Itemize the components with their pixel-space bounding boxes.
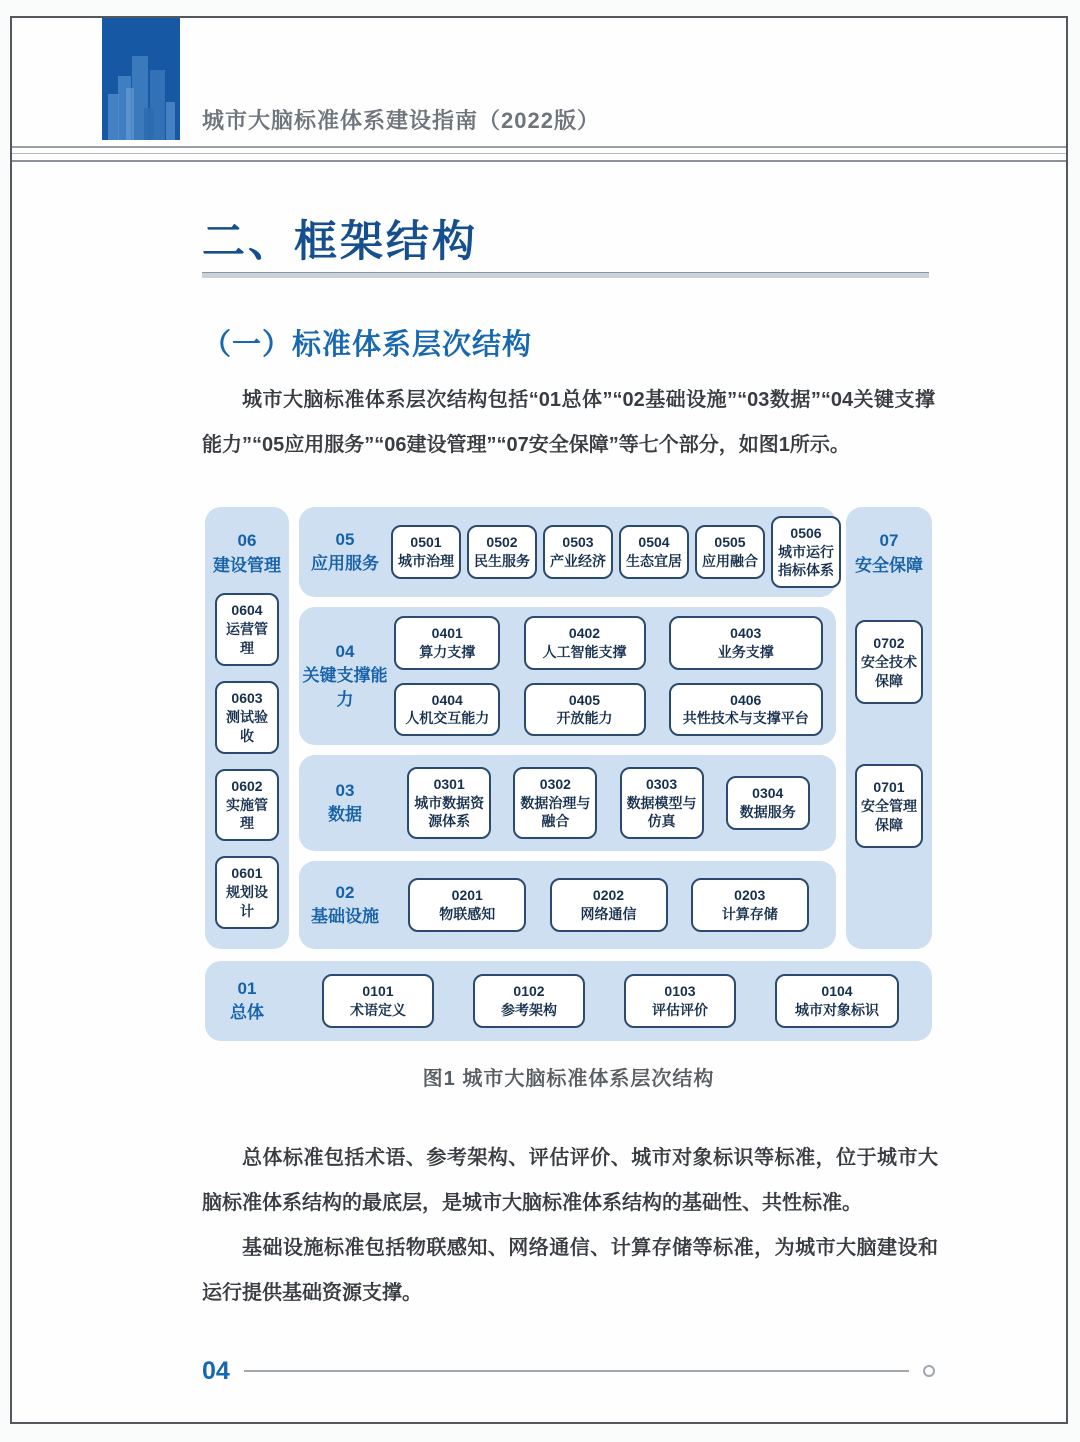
std-name: 安全管理保障 (861, 797, 917, 833)
std-box-0502 (467, 525, 537, 579)
std-box-0301 (407, 767, 491, 840)
std-code: 0101 (362, 983, 394, 1000)
row-05-name: 应用服务 (311, 554, 379, 573)
std-box-0601 (215, 856, 279, 929)
column-07-security-assurance (846, 507, 932, 949)
paragraph-overall-standards: 总体标准包括术语、参考架构、评估评价、城市对象标识等标准，位于城市大脑标准体系结构的最底层，是城市大脑标准体系结构的基础性、共性标准。 (202, 1147, 938, 1214)
row-02-name: 基础设施 (311, 907, 379, 926)
row-04-boxes (391, 616, 826, 737)
std-box-0202 (550, 878, 668, 932)
section-title: 二、框架结构 (202, 218, 478, 266)
std-name: 规划设计 (226, 884, 268, 920)
row-02-label (299, 881, 391, 929)
section-title-rule (202, 272, 929, 278)
hierarchy-diagram (205, 507, 932, 1041)
std-code: 0405 (568, 691, 601, 708)
std-name: 数据模型与仿真 (626, 794, 697, 830)
std-name: 产业经济 (550, 552, 606, 569)
row-03-boxes (391, 767, 826, 840)
column-07-code: 07 (879, 531, 899, 550)
body-text (202, 1136, 938, 1316)
std-box-0101 (322, 974, 434, 1028)
std-code: 0601 (231, 865, 263, 882)
row-01-boxes (289, 974, 932, 1028)
page-footer (202, 1356, 935, 1386)
std-name: 城市治理 (398, 552, 454, 569)
column-07-name: 安全保障 (855, 555, 923, 575)
column-07-label (855, 529, 923, 578)
row-04-name: 关键支撑能力 (302, 666, 388, 709)
std-name: 生态宜居 (626, 552, 682, 569)
std-code: 0604 (231, 602, 263, 619)
std-name: 民生服务 (474, 552, 530, 569)
std-code: 0402 (568, 624, 601, 641)
column-06-code: 06 (237, 531, 257, 550)
row-02-infrastructure (299, 861, 836, 949)
row-01-code: 01 (237, 979, 257, 999)
std-box-0104 (775, 974, 899, 1028)
std-code: 0504 (638, 534, 670, 551)
std-box-0201 (408, 878, 526, 932)
std-name: 参考架构 (501, 1002, 557, 1018)
row-05-label (299, 528, 391, 576)
std-name: 人工智能支撑 (542, 643, 627, 660)
std-box-0501 (391, 525, 461, 579)
std-box-0405 (524, 683, 646, 737)
row-03-label (299, 779, 391, 827)
std-box-0406 (669, 683, 823, 737)
std-name: 测试验收 (226, 708, 268, 744)
std-name: 术语定义 (350, 1002, 406, 1018)
std-name: 安全技术保障 (861, 653, 917, 689)
std-code: 0403 (730, 624, 762, 641)
std-name: 数据服务 (739, 803, 796, 820)
std-code: 0602 (231, 777, 263, 794)
intro-paragraph: 城市大脑标准体系层次结构包括“01总体”“02基础设施”“03数据”“04关键支撑能力”“05应用服务”“06建设管理”“07安全保障”等七个部分，如图1所示。 (202, 389, 935, 456)
std-name: 开放能力 (556, 710, 613, 727)
header-rule-middle (12, 153, 1066, 154)
std-code: 0501 (410, 534, 442, 551)
std-box-0701 (855, 764, 923, 848)
std-code: 0702 (873, 634, 905, 651)
std-box-0404 (394, 683, 500, 737)
row-03-code: 03 (335, 781, 355, 801)
std-box-0403 (669, 616, 823, 670)
std-name: 物联感知 (439, 906, 496, 922)
city-buildings-icon (102, 18, 180, 140)
std-box-0302 (513, 767, 597, 840)
row-04-key-support-capability (299, 607, 836, 745)
std-code: 0302 (539, 775, 571, 792)
row-02-code: 02 (335, 883, 355, 903)
std-box-0603 (215, 681, 279, 754)
std-name: 共性技术与支撑平台 (682, 710, 809, 727)
std-code: 0506 (790, 524, 822, 541)
city-skyline-graphic (102, 18, 180, 140)
std-name: 运营管理 (226, 621, 268, 657)
document-title: 城市大脑标准体系建设指南（2022版） (202, 108, 600, 133)
std-box-0506 (771, 516, 841, 589)
figure-caption: 图1 城市大脑标准体系层次结构 (422, 1068, 715, 1090)
std-name: 计算存储 (721, 906, 778, 922)
std-box-0102 (473, 974, 585, 1028)
std-code: 0404 (431, 691, 463, 708)
std-box-0505 (695, 525, 765, 579)
header-rule-bottom (12, 160, 1066, 162)
std-code: 0303 (645, 775, 678, 792)
row-01-overall (205, 961, 932, 1041)
row-03-name: 数据 (328, 805, 362, 824)
std-code: 0201 (451, 887, 483, 904)
row-05-boxes (391, 516, 841, 589)
std-box-0702 (855, 620, 923, 704)
std-name: 城市数据资源体系 (414, 794, 485, 830)
std-code: 0301 (433, 775, 465, 792)
middle-rows (299, 507, 836, 949)
row-02-boxes (391, 878, 826, 932)
column-06-name: 建设管理 (213, 555, 281, 575)
std-code: 0203 (734, 887, 766, 904)
row-04-label (299, 640, 391, 711)
std-code: 0503 (562, 534, 594, 551)
std-box-0203 (691, 878, 809, 932)
std-box-0103 (624, 974, 736, 1028)
std-name: 城市运行指标体系 (778, 543, 834, 579)
column-06-construction-management (205, 507, 289, 949)
row-05-code: 05 (335, 530, 355, 550)
std-box-0402 (524, 616, 646, 670)
std-code: 0505 (714, 534, 746, 551)
subsection-title: （一）标准体系层次结构 (202, 329, 533, 361)
std-name: 实施管理 (226, 796, 268, 832)
std-name: 应用融合 (702, 552, 758, 569)
std-code: 0603 (231, 689, 263, 706)
std-box-0401 (394, 616, 500, 670)
column-06-label (213, 529, 281, 578)
footer-rule (244, 1370, 909, 1372)
std-box-0604 (215, 593, 279, 666)
std-box-0303 (620, 767, 704, 840)
std-code: 0401 (431, 624, 463, 641)
footer-dot-icon (923, 1365, 935, 1377)
row-03-data (299, 755, 836, 851)
std-code: 0406 (730, 691, 762, 708)
std-name: 算力支撑 (419, 643, 476, 660)
std-code: 0103 (664, 983, 696, 1000)
std-code: 0502 (486, 534, 518, 551)
std-code: 0304 (752, 785, 784, 802)
std-name: 评估评价 (652, 1002, 708, 1018)
page-number: 04 (202, 1356, 230, 1385)
std-box-0602 (215, 769, 279, 842)
std-box-0503 (543, 525, 613, 579)
std-box-0304 (726, 776, 810, 830)
paragraph-infrastructure-standards: 基础设施标准包括物联感知、网络通信、计算存储等标准，为城市大脑建设和运行提供基础资源支撑。 (202, 1237, 938, 1304)
std-code: 0701 (873, 778, 905, 795)
std-name: 数据治理与融合 (520, 794, 591, 830)
std-name: 业务支撑 (717, 643, 774, 660)
std-code: 0102 (513, 983, 545, 1000)
row-05-application-services (299, 507, 836, 597)
document-page (10, 16, 1068, 1424)
row-01-name: 总体 (230, 1003, 264, 1022)
row-01-label (205, 977, 289, 1025)
std-name: 网络通信 (580, 906, 637, 922)
row-04-code: 04 (335, 642, 355, 662)
std-box-0504 (619, 525, 689, 579)
header-rule-top (12, 146, 1066, 148)
std-name: 人机交互能力 (405, 710, 490, 727)
std-code: 0104 (821, 983, 853, 1000)
std-name: 城市对象标识 (795, 1002, 879, 1018)
std-code: 0202 (592, 887, 625, 904)
